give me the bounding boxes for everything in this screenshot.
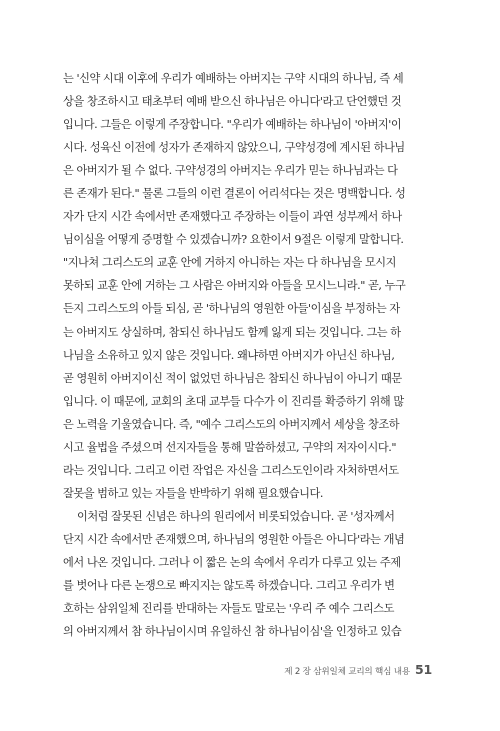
text-line: 은 아버지가 될 수 없다. 구약성경의 아버지는 우리가 믿는 하나님과는 다 — [63, 164, 398, 178]
text-line: "지나쳐 그리스도의 교훈 안에 거하지 아니하는 자는 다 하나님을 모시지 — [63, 256, 397, 270]
text-line: 잘못을 범하고 있는 자들을 반박하기 위해 필요했습니다. — [63, 486, 323, 500]
text-line: 입니다. 그들은 이렇게 주장합니다. "우리가 예배하는 하나님이 '아버지'이 — [63, 118, 402, 132]
page-number: 51 — [415, 662, 432, 677]
text-line: 시다. 성육신 이전에 성자가 존재하지 않았으니, 구약성경에 계시된 하나님 — [63, 141, 405, 155]
text-line: 에서 나온 것입니다. 그러나 이 짧은 논의 속에서 우리가 다루고 있는 주제 — [63, 555, 401, 569]
text-line: 라는 것입니다. 그리고 이런 작업은 자신을 그리스도인이라 자처하면서도 — [63, 463, 399, 477]
text-line: 는 아버지도 상실하며, 참되신 하나님도 함께 잃게 되는 것입니다. 그는 하 — [63, 325, 401, 339]
paragraph-start-line: 이처럼 잘못된 신념은 하나의 원리에서 비롯되었습니다. 곧 '성자께서 — [77, 509, 395, 523]
text-line: 를 벗어나 다른 논쟁으로 빠지지는 않도록 하겠습니다. 그리고 우리가 변 — [63, 579, 395, 593]
text-line: 의 아버지께서 참 하나님이시며 유일하신 참 하나님이심'을 인정하고 있습 — [63, 625, 402, 639]
text-line: 입니다. 이 때문에, 교회의 초대 교부들 다수가 이 진리를 확증하기 위해 많 — [63, 394, 404, 408]
text-line: 님이심을 어떻게 증명할 수 있겠습니까? 요한이서 9절은 이렇게 말합니다. — [63, 233, 404, 247]
running-footer-chapter: 제 2 장 삼위일체 교리의 핵심 내용 — [284, 667, 410, 677]
text-line: 상을 창조하시고 태초부터 예배 받으신 하나님은 아니다'라고 단언했던 것 — [63, 95, 402, 109]
text-line: 곧 영원히 아버지이신 적이 없었던 하나님은 참되신 하나님이 아니기 때문 — [63, 371, 402, 385]
text-line: 는 '신약 시대 이후에 우리가 예배하는 아버지는 구약 시대의 하나님, 즉 세 — [63, 72, 404, 85]
body-text — [63, 67, 437, 643]
text-line: 나님을 소유하고 있지 않은 것입니다. 왜냐하면 아버지가 아닌신 하나님, — [63, 348, 395, 362]
text-line: 단지 시간 속에서만 존재했으며, 하나님의 영원한 아들은 아니다'라는 개념 — [63, 532, 405, 546]
text-line: 든지 그리스도의 아들 되심, 곧 '하나님의 영원한 아들'이심을 부정하는 자 — [63, 302, 400, 316]
page-footer — [284, 662, 432, 677]
text-line: 자가 단지 시간 속에서만 존재했다고 주장하는 이들이 과연 성부께서 하나 — [63, 210, 402, 224]
text-line: 못하되 교훈 안에 거하는 그 사람은 아버지와 아들을 모시느니라." 곧, 누구 — [63, 279, 406, 293]
text-line: 은 노력을 기울였습니다. 즉, "예수 그리스도의 아버지께서 세상을 창조하 — [63, 417, 400, 431]
text-line: 른 존재가 된다." 물론 그들의 이런 결론이 어리석다는 것은 명백합니다. 성 — [63, 187, 406, 201]
text-line: 시고 율법을 주셨으며 선지자들을 통해 말씀하셨고, 구약의 저자이시다." — [63, 440, 397, 454]
text-line: 호하는 삼위일체 진리를 반대하는 자들도 말로는 '우리 주 예수 그리스도 — [63, 602, 394, 616]
